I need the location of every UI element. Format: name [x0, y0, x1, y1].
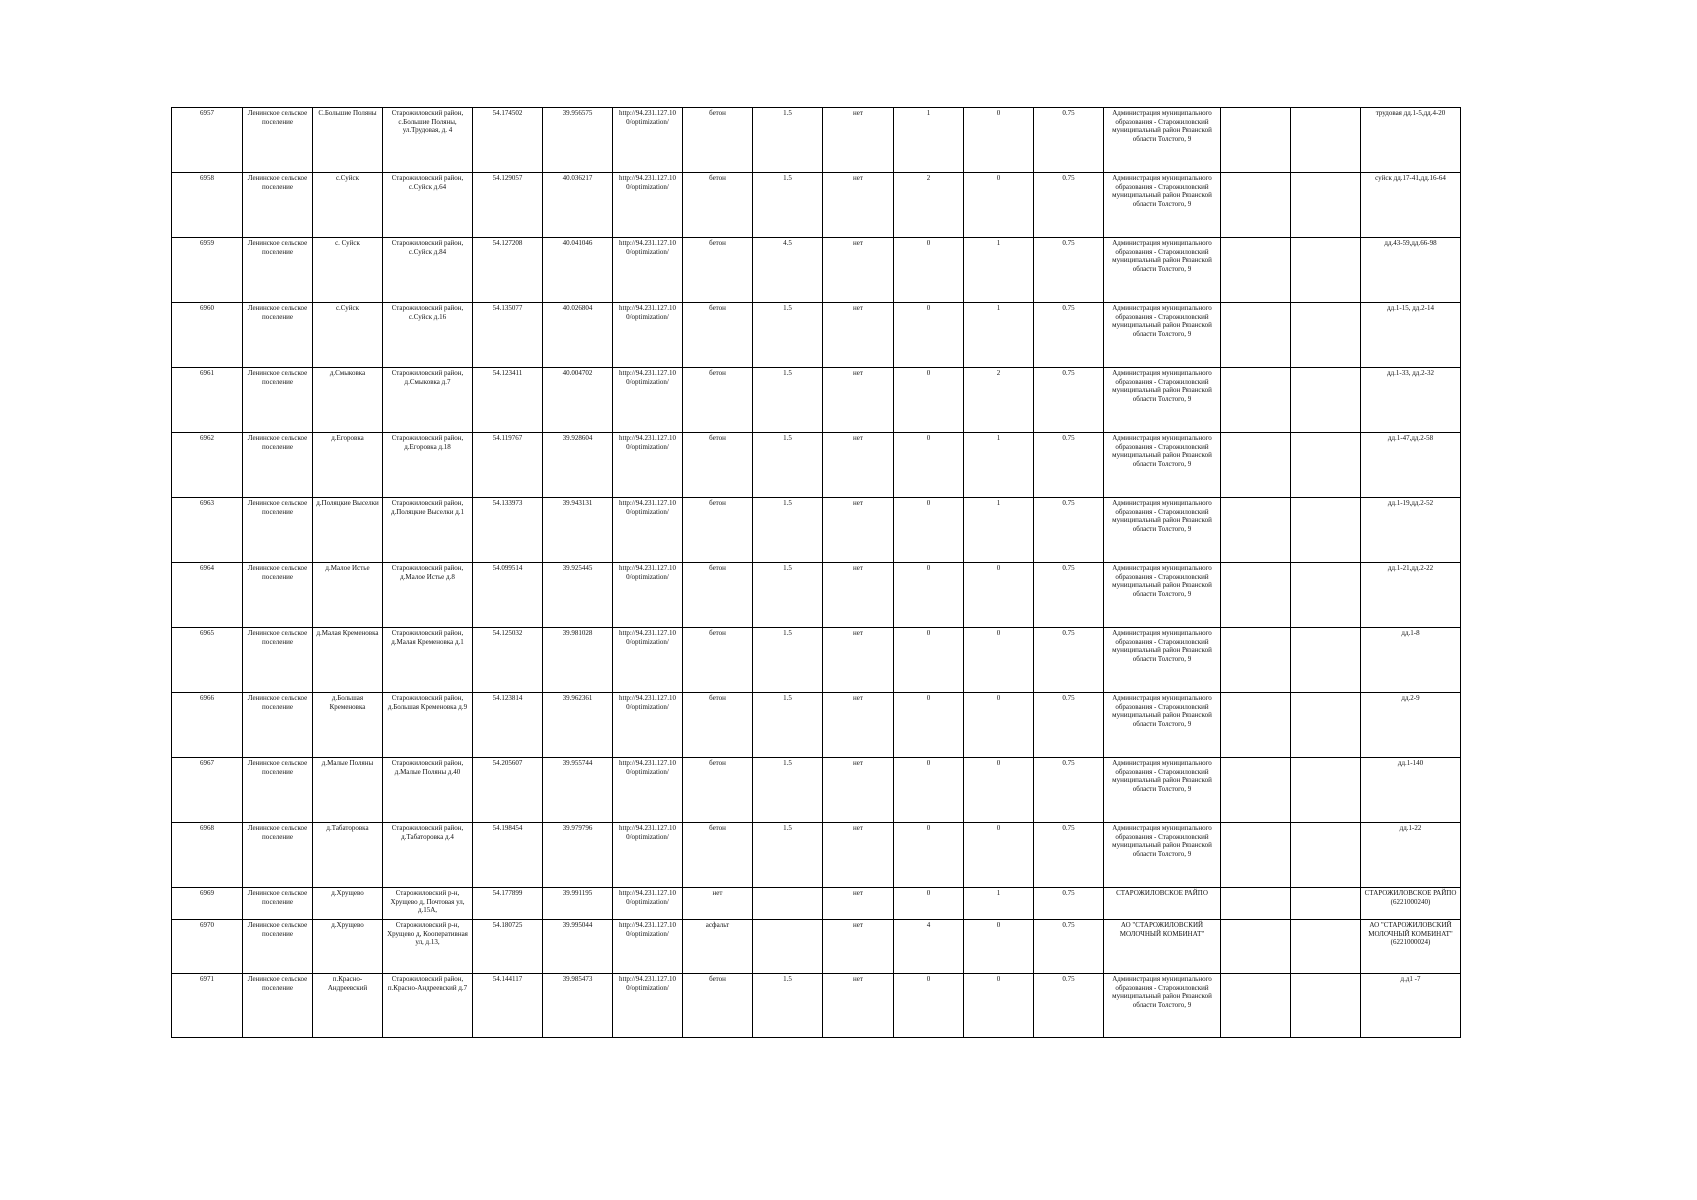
cell-served-objects: СТАРОЖИЛОВСКОЕ РАЙПО (6221000240)	[1361, 888, 1461, 920]
cell-containers-planned: 1	[964, 888, 1034, 920]
table-row	[172, 173, 1461, 238]
cell-area: 1.5	[753, 498, 823, 563]
cell-extra-1	[1221, 888, 1291, 920]
cell-latitude: 54.123411	[473, 368, 543, 433]
cell-longitude: 39.928604	[543, 433, 613, 498]
cell-containers: 0	[894, 888, 964, 920]
cell-extra-1	[1221, 628, 1291, 693]
cell-longitude: 40.036217	[543, 173, 613, 238]
cell-volume: 0.75	[1034, 303, 1104, 368]
cell-latitude: 54.119767	[473, 433, 543, 498]
cell-longitude: 40.004702	[543, 368, 613, 433]
cell-area: 1.5	[753, 628, 823, 693]
cell-surface: бетон	[683, 693, 753, 758]
cell-extra-2	[1291, 758, 1361, 823]
cell-shelter: нет	[823, 823, 894, 888]
cell-containers-planned: 2	[964, 368, 1034, 433]
cell-longitude: 39.943131	[543, 498, 613, 563]
cell-extra-1	[1221, 693, 1291, 758]
cell-url: http://94.231.127.10 0/optimization/	[613, 974, 683, 1038]
cell-owner: Администрация муниципального образования - Старожиловский муниципальный район Рязанской области Толстого, 9	[1104, 563, 1221, 628]
table-row	[172, 920, 1461, 974]
cell-longitude: 39.985473	[543, 974, 613, 1038]
cell-containers: 0	[894, 628, 964, 693]
cell-surface: бетон	[683, 173, 753, 238]
cell-locality: п.Красно-Андреевский	[313, 974, 383, 1038]
table-row	[172, 498, 1461, 563]
cell-settlement: Ленинское сельское поселение	[243, 563, 313, 628]
cell-containers-planned: 0	[964, 920, 1034, 974]
cell-shelter: нет	[823, 693, 894, 758]
cell-shelter: нет	[823, 173, 894, 238]
cell-surface: бетон	[683, 238, 753, 303]
cell-url: http://94.231.127.10 0/optimization/	[613, 628, 683, 693]
cell-latitude: 54.099514	[473, 563, 543, 628]
cell-containers-planned: 0	[964, 823, 1034, 888]
cell-settlement: Ленинское сельское поселение	[243, 173, 313, 238]
cell-shelter: нет	[823, 563, 894, 628]
cell-address: Старожиловский район, д.Поляцкие Выселки д.1	[383, 498, 473, 563]
cell-extra-2	[1291, 920, 1361, 974]
cell-number: 6970	[172, 920, 243, 974]
cell-containers-planned: 1	[964, 303, 1034, 368]
cell-locality: д.Малое Истье	[313, 563, 383, 628]
cell-served-objects: суйск дд.17-41,дд.16-64	[1361, 173, 1461, 238]
cell-served-objects: дд.1-140	[1361, 758, 1461, 823]
cell-address: Старожиловский район, д.Малые Поляны д.40	[383, 758, 473, 823]
cell-extra-1	[1221, 303, 1291, 368]
cell-area: 1.5	[753, 368, 823, 433]
cell-longitude: 39.956575	[543, 108, 613, 173]
table-row	[172, 888, 1461, 920]
cell-extra-2	[1291, 108, 1361, 173]
cell-settlement: Ленинское сельское поселение	[243, 303, 313, 368]
cell-surface: бетон	[683, 498, 753, 563]
cell-surface: бетон	[683, 974, 753, 1038]
cell-extra-2	[1291, 238, 1361, 303]
cell-locality: С.Большие Поляны	[313, 108, 383, 173]
cell-served-objects: дд.1-47,дд.2-58	[1361, 433, 1461, 498]
cell-address: Старожиловский район, д.Табаторовка д.4	[383, 823, 473, 888]
cell-served-objects: д.д1 -7	[1361, 974, 1461, 1038]
cell-address: Старожиловский район, д.Смыковка д.7	[383, 368, 473, 433]
cell-containers: 0	[894, 563, 964, 628]
cell-latitude: 54.177899	[473, 888, 543, 920]
cell-longitude: 39.962361	[543, 693, 613, 758]
cell-locality: с.Суйск	[313, 303, 383, 368]
table-row	[172, 368, 1461, 433]
cell-url: http://94.231.127.10 0/optimization/	[613, 368, 683, 433]
cell-shelter: нет	[823, 758, 894, 823]
cell-served-objects: дд.43-59,дд.66-98	[1361, 238, 1461, 303]
cell-extra-2	[1291, 823, 1361, 888]
cell-owner: Администрация муниципального образования - Старожиловский муниципальный район Рязанской области Толстого, 9	[1104, 823, 1221, 888]
cell-shelter: нет	[823, 920, 894, 974]
cell-extra-1	[1221, 974, 1291, 1038]
cell-containers: 0	[894, 974, 964, 1038]
cell-address: Старожиловский р-н, Хрущево д, Кооперативная ул, д.13,	[383, 920, 473, 974]
cell-number: 6966	[172, 693, 243, 758]
table-row	[172, 563, 1461, 628]
cell-settlement: Ленинское сельское поселение	[243, 758, 313, 823]
cell-owner: Администрация муниципального образования - Старожиловский муниципальный район Рязанской области Толстого, 9	[1104, 238, 1221, 303]
cell-served-objects: дд.2-9	[1361, 693, 1461, 758]
cell-served-objects: трудовая дд.1-5,дд.4-20	[1361, 108, 1461, 173]
cell-address: Старожиловский район, с.Суйск д.16	[383, 303, 473, 368]
cell-served-objects: дд.1-15, дд.2-14	[1361, 303, 1461, 368]
table-row	[172, 108, 1461, 173]
cell-extra-1	[1221, 823, 1291, 888]
table-row	[172, 693, 1461, 758]
table-row	[172, 303, 1461, 368]
cell-number: 6959	[172, 238, 243, 303]
cell-containers: 0	[894, 368, 964, 433]
cell-url: http://94.231.127.10 0/optimization/	[613, 693, 683, 758]
cell-url: http://94.231.127.10 0/optimization/	[613, 433, 683, 498]
cell-url: http://94.231.127.10 0/optimization/	[613, 238, 683, 303]
cell-extra-2	[1291, 368, 1361, 433]
cell-locality: д.Хрущево	[313, 920, 383, 974]
cell-area: 1.5	[753, 173, 823, 238]
cell-number: 6962	[172, 433, 243, 498]
cell-surface: бетон	[683, 303, 753, 368]
cell-containers-planned: 1	[964, 498, 1034, 563]
cell-containers: 0	[894, 693, 964, 758]
cell-owner: АО "СТАРОЖИЛОВСКИЙ МОЛОЧНЫЙ КОМБИНАТ"	[1104, 920, 1221, 974]
cell-shelter: нет	[823, 433, 894, 498]
cell-area	[753, 920, 823, 974]
cell-area: 1.5	[753, 974, 823, 1038]
cell-latitude: 54.125032	[473, 628, 543, 693]
cell-latitude: 54.135077	[473, 303, 543, 368]
cell-number: 6964	[172, 563, 243, 628]
cell-served-objects: АО "СТАРОЖИЛОВСКИЙ МОЛОЧНЫЙ КОМБИНАТ"(6221000024)	[1361, 920, 1461, 974]
cell-owner: Администрация муниципального образования - Старожиловский муниципальный район Рязанской области Толстого, 9	[1104, 368, 1221, 433]
cell-area	[753, 888, 823, 920]
cell-extra-2	[1291, 888, 1361, 920]
cell-shelter: нет	[823, 628, 894, 693]
cell-extra-1	[1221, 173, 1291, 238]
table-row	[172, 238, 1461, 303]
cell-owner: Администрация муниципального образования - Старожиловский муниципальный район Рязанской области Толстого, 9	[1104, 433, 1221, 498]
cell-surface: бетон	[683, 368, 753, 433]
cell-address: Старожиловский район, с.Большие Поляны, ул.Трудовая, д. 4	[383, 108, 473, 173]
cell-extra-2	[1291, 563, 1361, 628]
cell-extra-2	[1291, 498, 1361, 563]
cell-number: 6965	[172, 628, 243, 693]
cell-address: Старожиловский район, с.Суйск д.84	[383, 238, 473, 303]
cell-owner: Администрация муниципального образования - Старожиловский муниципальный район Рязанской области Толстого, 9	[1104, 303, 1221, 368]
cell-longitude: 39.995044	[543, 920, 613, 974]
cell-settlement: Ленинское сельское поселение	[243, 920, 313, 974]
cell-url: http://94.231.127.10 0/optimization/	[613, 108, 683, 173]
cell-address: Старожиловский р-н, Хрущево д, Почтовая ул, д.15А,	[383, 888, 473, 920]
cell-owner: Администрация муниципального образования - Старожиловский муниципальный район Рязанской области Толстого, 9	[1104, 758, 1221, 823]
cell-containers-planned: 0	[964, 758, 1034, 823]
cell-url: http://94.231.127.10 0/optimization/	[613, 498, 683, 563]
cell-volume: 0.75	[1034, 628, 1104, 693]
cell-volume: 0.75	[1034, 108, 1104, 173]
cell-owner: Администрация муниципального образования - Старожиловский муниципальный район Рязанской области Толстого, 9	[1104, 498, 1221, 563]
cell-containers-planned: 0	[964, 693, 1034, 758]
cell-surface: асфальт	[683, 920, 753, 974]
cell-latitude: 54.174502	[473, 108, 543, 173]
table-row	[172, 823, 1461, 888]
cell-shelter: нет	[823, 108, 894, 173]
cell-surface: бетон	[683, 563, 753, 628]
cell-settlement: Ленинское сельское поселение	[243, 108, 313, 173]
cell-latitude: 54.123814	[473, 693, 543, 758]
cell-number: 6961	[172, 368, 243, 433]
cell-locality: д.Хрущево	[313, 888, 383, 920]
cell-latitude: 54.129057	[473, 173, 543, 238]
cell-address: Старожиловский район, д.Егоровка д.18	[383, 433, 473, 498]
cell-settlement: Ленинское сельское поселение	[243, 498, 313, 563]
table-row	[172, 758, 1461, 823]
cell-latitude: 54.133973	[473, 498, 543, 563]
cell-settlement: Ленинское сельское поселение	[243, 238, 313, 303]
cell-volume: 0.75	[1034, 920, 1104, 974]
cell-owner: Администрация муниципального образования - Старожиловский муниципальный район Рязанской области Толстого, 9	[1104, 693, 1221, 758]
cell-volume: 0.75	[1034, 498, 1104, 563]
cell-volume: 0.75	[1034, 238, 1104, 303]
cell-url: http://94.231.127.10 0/optimization/	[613, 173, 683, 238]
container-sites-table	[171, 107, 1461, 1038]
cell-locality: д.Малые Поляны	[313, 758, 383, 823]
cell-locality: д.Большая Кременовка	[313, 693, 383, 758]
cell-longitude: 39.991195	[543, 888, 613, 920]
cell-containers: 0	[894, 303, 964, 368]
cell-owner: СТАРОЖИЛОВСКОЕ РАЙПО	[1104, 888, 1221, 920]
cell-address: Старожиловский район, д.Малое Истье д.8	[383, 563, 473, 628]
cell-area: 1.5	[753, 433, 823, 498]
cell-served-objects: дд.1-19,дд.2-52	[1361, 498, 1461, 563]
cell-containers: 1	[894, 108, 964, 173]
cell-extra-1	[1221, 758, 1291, 823]
cell-area: 1.5	[753, 563, 823, 628]
cell-settlement: Ленинское сельское поселение	[243, 368, 313, 433]
cell-extra-2	[1291, 303, 1361, 368]
cell-volume: 0.75	[1034, 433, 1104, 498]
cell-extra-2	[1291, 628, 1361, 693]
cell-locality: д.Малая Кременовка	[313, 628, 383, 693]
cell-url: http://94.231.127.10 0/optimization/	[613, 758, 683, 823]
cell-extra-1	[1221, 238, 1291, 303]
table-row	[172, 628, 1461, 693]
cell-shelter: нет	[823, 303, 894, 368]
cell-area: 1.5	[753, 823, 823, 888]
cell-extra-1	[1221, 498, 1291, 563]
cell-containers-planned: 0	[964, 628, 1034, 693]
cell-area: 4.5	[753, 238, 823, 303]
cell-extra-1	[1221, 108, 1291, 173]
cell-latitude: 54.205607	[473, 758, 543, 823]
cell-shelter: нет	[823, 238, 894, 303]
cell-shelter: нет	[823, 498, 894, 563]
cell-extra-2	[1291, 433, 1361, 498]
cell-volume: 0.75	[1034, 888, 1104, 920]
cell-shelter: нет	[823, 888, 894, 920]
cell-volume: 0.75	[1034, 823, 1104, 888]
cell-extra-1	[1221, 920, 1291, 974]
cell-owner: Администрация муниципального образования - Старожиловский муниципальный район Рязанской области Толстого, 9	[1104, 173, 1221, 238]
cell-latitude: 54.198454	[473, 823, 543, 888]
cell-extra-2	[1291, 693, 1361, 758]
cell-volume: 0.75	[1034, 974, 1104, 1038]
table-body	[172, 108, 1461, 1038]
cell-number: 6967	[172, 758, 243, 823]
cell-shelter: нет	[823, 974, 894, 1038]
cell-owner: Администрация муниципального образования - Старожиловский муниципальный район Рязанской области Толстого, 9	[1104, 108, 1221, 173]
table-row	[172, 974, 1461, 1038]
cell-settlement: Ленинское сельское поселение	[243, 888, 313, 920]
cell-surface: бетон	[683, 823, 753, 888]
cell-served-objects: дд.1-22	[1361, 823, 1461, 888]
cell-longitude: 39.981028	[543, 628, 613, 693]
cell-containers-planned: 1	[964, 433, 1034, 498]
cell-locality: д.Поляцкие Выселки	[313, 498, 383, 563]
cell-surface: бетон	[683, 108, 753, 173]
cell-served-objects: дд.1-33, дд.2-32	[1361, 368, 1461, 433]
cell-surface: бетон	[683, 433, 753, 498]
cell-url: http://94.231.127.10 0/optimization/	[613, 920, 683, 974]
cell-containers: 2	[894, 173, 964, 238]
cell-locality: с. Суйск	[313, 238, 383, 303]
cell-longitude: 39.925445	[543, 563, 613, 628]
cell-url: http://94.231.127.10 0/optimization/	[613, 823, 683, 888]
cell-settlement: Ленинское сельское поселение	[243, 628, 313, 693]
cell-url: http://94.231.127.10 0/optimization/	[613, 303, 683, 368]
cell-area: 1.5	[753, 758, 823, 823]
cell-volume: 0.75	[1034, 693, 1104, 758]
cell-latitude: 54.180725	[473, 920, 543, 974]
cell-number: 6957	[172, 108, 243, 173]
cell-url: http://94.231.127.10 0/optimization/	[613, 563, 683, 628]
cell-address: Старожиловский район, с.Суйск д.64	[383, 173, 473, 238]
cell-extra-1	[1221, 368, 1291, 433]
cell-longitude: 39.955744	[543, 758, 613, 823]
cell-locality: д.Смыковка	[313, 368, 383, 433]
cell-owner: Администрация муниципального образования - Старожиловский муниципальный район Рязанской области Толстого, 9	[1104, 974, 1221, 1038]
table-row	[172, 433, 1461, 498]
cell-owner: Администрация муниципального образования - Старожиловский муниципальный район Рязанской области Толстого, 9	[1104, 628, 1221, 693]
cell-longitude: 40.026804	[543, 303, 613, 368]
cell-locality: д.Табаторовка	[313, 823, 383, 888]
cell-number: 6960	[172, 303, 243, 368]
cell-address: Старожиловский район, д.Малая Кременовка д.1	[383, 628, 473, 693]
cell-containers: 0	[894, 238, 964, 303]
cell-url: http://94.231.127.10 0/optimization/	[613, 888, 683, 920]
cell-number: 6969	[172, 888, 243, 920]
cell-surface: нет	[683, 888, 753, 920]
cell-area: 1.5	[753, 693, 823, 758]
cell-latitude: 54.127208	[473, 238, 543, 303]
cell-area: 1.5	[753, 303, 823, 368]
cell-number: 6968	[172, 823, 243, 888]
cell-shelter: нет	[823, 368, 894, 433]
cell-surface: бетон	[683, 758, 753, 823]
cell-number: 6963	[172, 498, 243, 563]
cell-settlement: Ленинское сельское поселение	[243, 693, 313, 758]
cell-extra-1	[1221, 563, 1291, 628]
cell-longitude: 40.041046	[543, 238, 613, 303]
cell-extra-2	[1291, 974, 1361, 1038]
cell-served-objects: дд.1-21,дд.2-22	[1361, 563, 1461, 628]
cell-containers-planned: 1	[964, 238, 1034, 303]
cell-number: 6971	[172, 974, 243, 1038]
cell-containers: 0	[894, 758, 964, 823]
cell-latitude: 54.144117	[473, 974, 543, 1038]
cell-settlement: Ленинское сельское поселение	[243, 433, 313, 498]
cell-volume: 0.75	[1034, 563, 1104, 628]
cell-served-objects: дд.1-8	[1361, 628, 1461, 693]
cell-containers: 0	[894, 498, 964, 563]
cell-area: 1.5	[753, 108, 823, 173]
cell-address: Старожиловский район, п.Красно-Андреевский д.7	[383, 974, 473, 1038]
cell-surface: бетон	[683, 628, 753, 693]
cell-containers-planned: 0	[964, 173, 1034, 238]
cell-longitude: 39.979796	[543, 823, 613, 888]
cell-locality: д.Егоровка	[313, 433, 383, 498]
cell-extra-2	[1291, 173, 1361, 238]
cell-containers-planned: 0	[964, 108, 1034, 173]
cell-volume: 0.75	[1034, 758, 1104, 823]
cell-containers: 0	[894, 823, 964, 888]
cell-locality: с.Суйск	[313, 173, 383, 238]
cell-containers-planned: 0	[964, 563, 1034, 628]
cell-settlement: Ленинское сельское поселение	[243, 974, 313, 1038]
cell-volume: 0.75	[1034, 173, 1104, 238]
cell-containers-planned: 0	[964, 974, 1034, 1038]
cell-address: Старожиловский район, д.Большая Кременовка д.9	[383, 693, 473, 758]
cell-settlement: Ленинское сельское поселение	[243, 823, 313, 888]
cell-extra-1	[1221, 433, 1291, 498]
cell-containers: 4	[894, 920, 964, 974]
cell-volume: 0.75	[1034, 368, 1104, 433]
cell-containers: 0	[894, 433, 964, 498]
cell-number: 6958	[172, 173, 243, 238]
